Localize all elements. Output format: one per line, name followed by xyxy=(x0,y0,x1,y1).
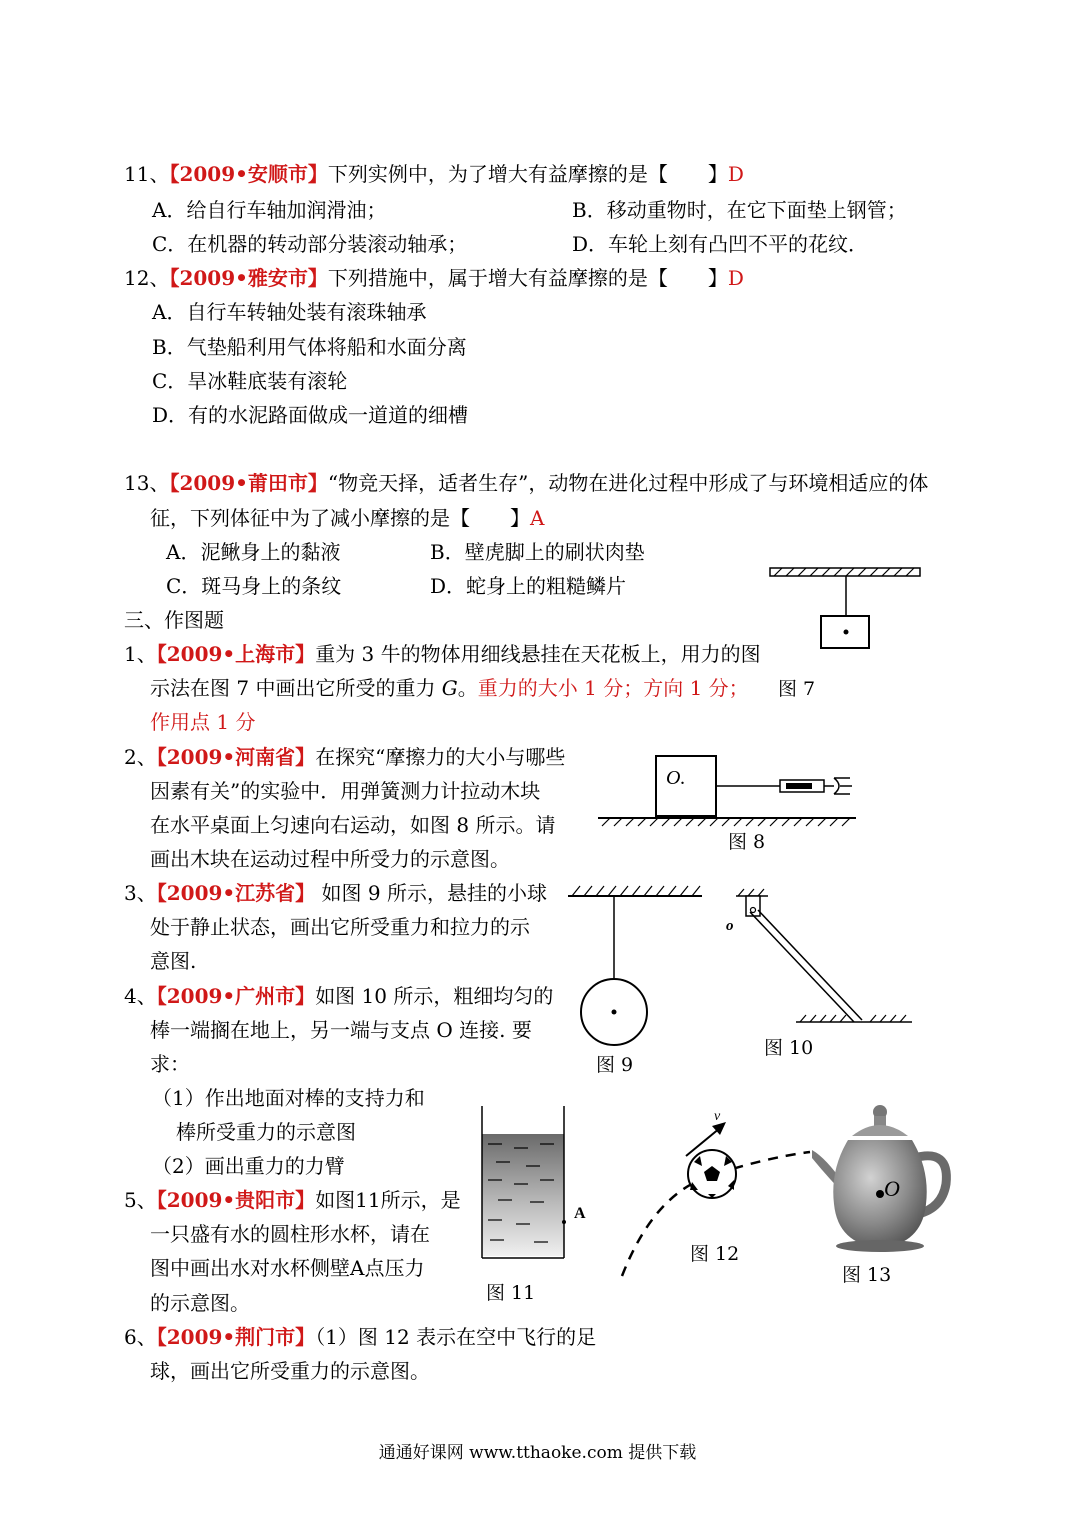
question-text: “物竞天择，适者生存”，动物在进化过程中形成了与环境相适应的体 xyxy=(327,471,929,495)
question-text: 画出木块在运动过程中所受力的示意图。 xyxy=(150,847,510,871)
page-footer: 通通好课网 www.tthaoke.com 提供下载 xyxy=(378,1443,697,1463)
question-text: 处于静止状态，画出它所受重力和拉力的示 xyxy=(150,915,530,939)
option-c: C．在机器的转动部分装滚动轴承； xyxy=(152,232,468,256)
figure-12-label: v xyxy=(714,1109,721,1124)
question-text: 棒所受重力的示意图 xyxy=(176,1120,356,1144)
question-text: 的示意图。 xyxy=(150,1291,250,1315)
figure-11-water-cup xyxy=(474,1100,594,1270)
figure-7-caption: 图 7 xyxy=(778,678,816,700)
figure-9-caption: 图 9 xyxy=(596,1054,634,1076)
figure-9-hanging-ball xyxy=(564,880,714,1050)
option-d: D．蛇身上的粗糙鳞片 xyxy=(430,574,627,598)
figure-10-caption: 图 10 xyxy=(764,1037,814,1059)
variable-g: G xyxy=(441,676,458,700)
option-c: C．旱冰鞋底装有滚轮 xyxy=(152,369,348,393)
question-text: 如图11所示，是 xyxy=(315,1188,461,1212)
question-number: 12、 xyxy=(124,266,170,290)
question-text: （2）画出重力的力臂 xyxy=(152,1154,345,1178)
question-number: 1、 xyxy=(124,642,157,666)
question-number: 3、 xyxy=(124,881,157,905)
figure-13-label: O xyxy=(884,1176,900,1201)
question-number: 11、 xyxy=(124,162,170,186)
question-text: 下列实例中，为了增大有益摩擦的是【 】 xyxy=(327,162,728,186)
question-number: 5、 xyxy=(124,1188,157,1212)
scoring-note: 作用点 1 分 xyxy=(150,710,256,734)
figure-7-hanging-box xyxy=(766,562,926,662)
question-13-stem xyxy=(124,469,928,497)
question-text: 征，下列体征中为了减小摩擦的是【 】 xyxy=(150,506,530,530)
option-c: C．斑马身上的条纹 xyxy=(166,574,342,598)
question-text: 如图 9 所示，悬挂的小球 xyxy=(315,881,547,905)
drawing-question-2 xyxy=(124,743,565,771)
question-number: 13、 xyxy=(124,471,170,495)
question-text: 示法在图 7 中画出它所受的重力 xyxy=(150,676,442,700)
section-heading: 三、作图题 xyxy=(124,608,224,632)
figure-8-block-spring-scale xyxy=(594,748,864,832)
drawing-question-6 xyxy=(124,1323,596,1351)
option-a: A．泥鳅身上的黏液 xyxy=(166,540,341,564)
source-tag: 【2009•贵阳市】 xyxy=(156,1188,316,1212)
figure-8-caption: 图 8 xyxy=(728,831,766,853)
drawing-question-5 xyxy=(124,1186,461,1214)
option-b: B．壁虎脚上的刷状肉垫 xyxy=(430,540,645,564)
option-d: D．有的水泥路面做成一道道的细槽 xyxy=(152,403,469,427)
question-text: 重为 3 牛的物体用细线悬挂在天花板上，用力的图 xyxy=(315,642,761,666)
question-text: 意图. xyxy=(150,949,197,973)
question-text: 因素有关”的实验中．用弹簧测力计拉动木块 xyxy=(150,779,541,803)
option-b: B．气垫船利用气体将船和水面分离 xyxy=(152,335,467,359)
question-text: 。 xyxy=(457,676,478,700)
source-tag: 【2009•上海市】 xyxy=(156,642,316,666)
question-text: （1）作出地面对棒的支持力和 xyxy=(152,1086,425,1110)
question-text: 在探究“摩擦力的大小与哪些 xyxy=(315,745,566,769)
drawing-question-1-line2 xyxy=(150,674,749,702)
source-tag: 【2009•雅安市】 xyxy=(169,266,328,290)
question-11-stem xyxy=(124,160,744,188)
source-tag: 【2009•江苏省】 xyxy=(156,881,316,905)
source-tag: 【2009•莆田市】 xyxy=(169,471,328,495)
question-text: 如图 10 所示，粗细均匀的 xyxy=(315,984,554,1008)
question-text: （1）图 12 表示在空中飞行的足 xyxy=(315,1325,597,1349)
figure-13-teapot xyxy=(808,1100,958,1260)
answer: D xyxy=(727,162,744,186)
drawing-question-4 xyxy=(124,982,553,1010)
source-tag: 【2009•安顺市】 xyxy=(169,162,328,186)
question-number: 4、 xyxy=(124,984,157,1008)
question-text: 一只盛有水的圆柱形水杯，请在 xyxy=(150,1222,430,1246)
option-d: D．车轮上刻有凸凹不平的花纹． xyxy=(572,232,869,256)
figure-10-rod-pivot xyxy=(720,888,920,1038)
option-a: A．自行车转轴处装有滚珠轴承 xyxy=(152,300,427,324)
option-a: A．给自行车轴加润滑油； xyxy=(152,198,387,222)
question-text: 图中画出水对水杯侧壁A点压力 xyxy=(150,1256,425,1280)
question-text: 球，画出它所受重力的示意图。 xyxy=(150,1359,430,1383)
source-tag: 【2009•河南省】 xyxy=(156,745,316,769)
question-text: 下列措施中，属于增大有益摩擦的是【 】 xyxy=(327,266,728,290)
source-tag: 【2009•荆门市】 xyxy=(156,1325,316,1349)
question-text: 在水平桌面上匀速向右运动，如图 8 所示。请 xyxy=(150,813,556,837)
drawing-question-3 xyxy=(124,879,547,907)
question-number: 6、 xyxy=(124,1325,157,1349)
figure-11-caption: 图 11 xyxy=(486,1282,536,1304)
scoring-note: 重力的大小 1 分；方向 1 分； xyxy=(477,676,749,700)
figure-13-caption: 图 13 xyxy=(842,1264,892,1286)
figure-11-label: A xyxy=(574,1205,586,1222)
drawing-question-1 xyxy=(124,640,761,668)
question-number: 2、 xyxy=(124,745,157,769)
question-13-stem-cont xyxy=(150,504,544,532)
question-text: 求： xyxy=(150,1052,190,1076)
figure-10-label: o xyxy=(726,918,734,934)
question-text: 棒一端搁在地上，另一端与支点 O 连接. 要 xyxy=(150,1018,532,1042)
answer: D xyxy=(727,266,744,290)
answer: A xyxy=(530,506,545,530)
figure-8-label: O. xyxy=(666,767,686,789)
source-tag: 【2009•广州市】 xyxy=(156,984,316,1008)
option-b: B．移动重物时，在它下面垫上钢管； xyxy=(572,198,907,222)
question-12-stem xyxy=(124,264,744,292)
figure-12-caption: 图 12 xyxy=(690,1243,740,1265)
